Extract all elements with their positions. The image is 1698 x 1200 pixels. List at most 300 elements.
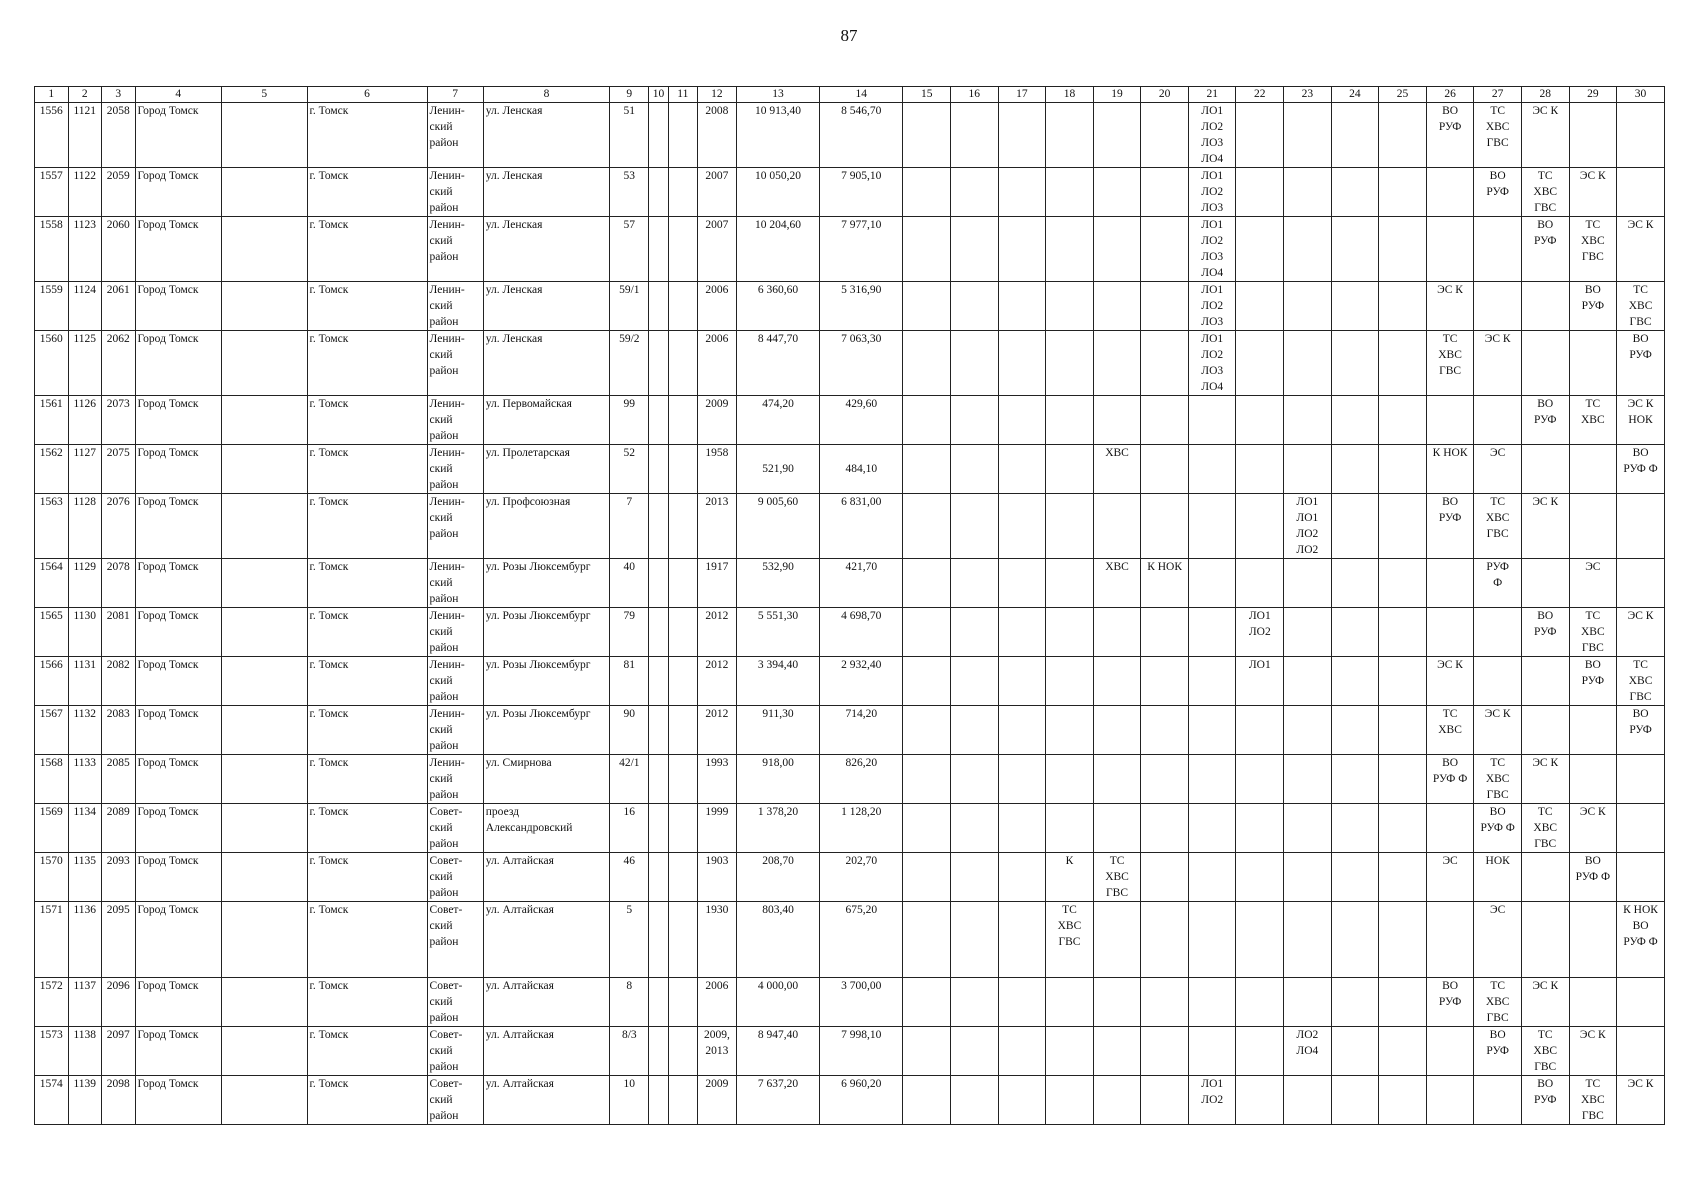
cell-col-22 [1236,853,1284,902]
cell-col-26 [1426,902,1474,978]
cell-col-27: ЭС [1474,902,1522,978]
cell-col-2: 1135 [68,853,102,902]
cell-col-10 [649,902,668,978]
cell-col-21: ЛО1 ЛО2 ЛО3 ЛО4 [1188,103,1236,168]
cell-col-10 [649,103,668,168]
table-row [35,103,1665,168]
cell-col-25 [1379,282,1427,331]
cell-col-11 [668,494,697,559]
cell-col-7: Ленин- ский район [427,657,483,706]
cell-col-14: 675,20 [820,902,903,978]
cell-col-29: ЭС [1569,559,1617,608]
cell-col-8: ул. Розы Люксембург [483,706,610,755]
cell-col-29: ВО РУФ Ф [1569,853,1617,902]
cell-col-15 [903,103,951,168]
cell-col-5 [222,853,307,902]
cell-col-26: ВО РУФ Ф [1426,755,1474,804]
cell-col-21: ЛО1 ЛО2 ЛО3 [1188,168,1236,217]
cell-col-23 [1284,103,1332,168]
cell-col-15 [903,168,951,217]
cell-col-27 [1474,217,1522,282]
page-number: 87 [840,26,858,45]
cell-col-18 [1046,103,1094,168]
cell-col-6: г. Томск [307,331,427,396]
cell-col-22 [1236,978,1284,1027]
cell-col-27: ЭС К [1474,706,1522,755]
cell-col-27 [1474,608,1522,657]
cell-col-25 [1379,559,1427,608]
cell-col-24 [1331,853,1379,902]
cell-col-25 [1379,494,1427,559]
cell-col-11 [668,282,697,331]
cell-col-3: 2081 [102,608,136,657]
cell-col-28 [1521,902,1569,978]
cell-col-27: ЭС К [1474,331,1522,396]
cell-col-28 [1521,331,1569,396]
cell-col-25 [1379,396,1427,445]
cell-col-15 [903,559,951,608]
cell-col-3: 2085 [102,755,136,804]
cell-col-3: 2073 [102,396,136,445]
cell-col-1: 1572 [35,978,69,1027]
cell-col-3: 2083 [102,706,136,755]
cell-col-1: 1558 [35,217,69,282]
cell-col-25 [1379,657,1427,706]
cell-col-1: 1571 [35,902,69,978]
cell-col-6: г. Томск [307,902,427,978]
cell-col-12: 2013 [697,494,736,559]
cell-col-6: г. Томск [307,755,427,804]
cell-col-25 [1379,217,1427,282]
cell-col-10 [649,168,668,217]
cell-col-7: Совет- ский район [427,978,483,1027]
cell-col-23: ЛО1 ЛО1 ЛО2 ЛО2 [1284,494,1332,559]
cell-col-2: 1122 [68,168,102,217]
cell-col-18 [1046,978,1094,1027]
cell-col-2: 1125 [68,331,102,396]
column-header-4: 4 [135,87,222,103]
column-header-18: 18 [1046,87,1094,103]
cell-col-22 [1236,1076,1284,1125]
cell-col-17 [998,331,1046,396]
cell-col-25 [1379,331,1427,396]
cell-col-17 [998,657,1046,706]
cell-col-20 [1141,217,1189,282]
table-row [35,559,1665,608]
cell-col-23 [1284,804,1332,853]
cell-col-29 [1569,494,1617,559]
cell-col-20 [1141,445,1189,494]
cell-col-25 [1379,168,1427,217]
cell-col-24 [1331,1076,1379,1125]
cell-col-18 [1046,804,1094,853]
cell-col-13: 8 947,40 [736,1027,819,1076]
cell-col-8: ул. Ленская [483,168,610,217]
cell-col-20 [1141,978,1189,1027]
cell-col-2: 1136 [68,902,102,978]
cell-col-4: Город Томск [135,103,222,168]
cell-col-6: г. Томск [307,103,427,168]
column-header-24: 24 [1331,87,1379,103]
cell-col-6: г. Томск [307,282,427,331]
cell-col-24 [1331,494,1379,559]
cell-col-19: ХВС [1093,559,1141,608]
cell-col-2: 1137 [68,978,102,1027]
cell-col-2: 1129 [68,559,102,608]
cell-col-3: 2098 [102,1076,136,1125]
cell-col-2: 1139 [68,1076,102,1125]
cell-col-13: 8 447,70 [736,331,819,396]
cell-col-1: 1560 [35,331,69,396]
cell-col-12: 1903 [697,853,736,902]
cell-col-20 [1141,657,1189,706]
cell-col-17 [998,902,1046,978]
column-header-9: 9 [610,87,649,103]
cell-col-1: 1569 [35,804,69,853]
cell-col-18 [1046,168,1094,217]
column-header-30: 30 [1617,87,1665,103]
cell-col-19 [1093,978,1141,1027]
cell-col-5 [222,1027,307,1076]
cell-col-14: 7 063,30 [820,331,903,396]
cell-col-4: Город Томск [135,445,222,494]
cell-col-12: 2012 [697,657,736,706]
cell-col-26 [1426,1076,1474,1125]
cell-col-21 [1188,608,1236,657]
cell-col-27: ТС ХВС ГВС [1474,494,1522,559]
cell-col-22 [1236,445,1284,494]
cell-col-28 [1521,445,1569,494]
cell-col-15 [903,706,951,755]
cell-col-14: 7 977,10 [820,217,903,282]
cell-col-18 [1046,445,1094,494]
cell-col-13: 3 394,40 [736,657,819,706]
cell-col-23 [1284,706,1332,755]
cell-col-13: 521,90 [736,445,819,494]
cell-col-13: 9 005,60 [736,494,819,559]
cell-col-20: К НОК [1141,559,1189,608]
cell-col-25 [1379,804,1427,853]
cell-col-1: 1566 [35,657,69,706]
cell-col-12: 2009, 2013 [697,1027,736,1076]
cell-col-23 [1284,559,1332,608]
cell-col-2: 1138 [68,1027,102,1076]
cell-col-16 [951,657,999,706]
cell-col-3: 2062 [102,331,136,396]
cell-col-7: Ленин- ский район [427,445,483,494]
column-header-19: 19 [1093,87,1141,103]
cell-col-29: ЭС К [1569,804,1617,853]
cell-col-17 [998,978,1046,1027]
cell-col-22 [1236,103,1284,168]
cell-col-9: 7 [610,494,649,559]
cell-col-23 [1284,755,1332,804]
cell-col-20 [1141,853,1189,902]
cell-col-13: 1 378,20 [736,804,819,853]
cell-col-28: ЭС К [1521,103,1569,168]
cell-col-8: ул. Розы Люксембург [483,559,610,608]
cell-col-21: ЛО1 ЛО2 ЛО3 ЛО4 [1188,331,1236,396]
cell-col-15 [903,445,951,494]
cell-col-30 [1617,804,1665,853]
cell-col-12: 2007 [697,217,736,282]
column-header-25: 25 [1379,87,1427,103]
cell-col-7: Ленин- ский район [427,331,483,396]
cell-col-11 [668,608,697,657]
cell-col-4: Город Томск [135,282,222,331]
table-row [35,331,1665,396]
cell-col-18: ТС ХВС ГВС [1046,902,1094,978]
cell-col-28: ЭС К [1521,978,1569,1027]
cell-col-8: ул. Ленская [483,331,610,396]
cell-col-3: 2096 [102,978,136,1027]
cell-col-8: ул. Первомайская [483,396,610,445]
cell-col-20 [1141,282,1189,331]
cell-col-30 [1617,755,1665,804]
cell-col-22 [1236,168,1284,217]
cell-col-15 [903,1076,951,1125]
cell-col-30 [1617,494,1665,559]
cell-col-30: ЭС К [1617,217,1665,282]
table-row [35,804,1665,853]
cell-col-12: 2009 [697,1076,736,1125]
cell-col-18 [1046,706,1094,755]
cell-col-15 [903,657,951,706]
cell-col-9: 42/1 [610,755,649,804]
cell-col-26: ЭС К [1426,657,1474,706]
cell-col-11 [668,559,697,608]
cell-col-30 [1617,168,1665,217]
cell-col-16 [951,559,999,608]
cell-col-22: ЛО1 ЛО2 [1236,608,1284,657]
cell-col-6: г. Томск [307,559,427,608]
cell-col-27: ВО РУФ [1474,168,1522,217]
cell-col-26: ЭС К [1426,282,1474,331]
cell-col-6: г. Томск [307,608,427,657]
cell-col-27: ЭС [1474,445,1522,494]
cell-col-19 [1093,706,1141,755]
cell-col-5 [222,445,307,494]
cell-col-23 [1284,396,1332,445]
table-header-row [35,87,1665,103]
cell-col-20 [1141,168,1189,217]
column-header-14: 14 [820,87,903,103]
cell-col-28 [1521,706,1569,755]
cell-col-17 [998,559,1046,608]
cell-col-8: ул. Смирнова [483,755,610,804]
cell-col-6: г. Томск [307,168,427,217]
cell-col-23 [1284,853,1332,902]
cell-col-4: Город Томск [135,1027,222,1076]
cell-col-7: Ленин- ский район [427,494,483,559]
cell-col-15 [903,978,951,1027]
cell-col-26 [1426,396,1474,445]
cell-col-23 [1284,217,1332,282]
cell-col-13: 911,30 [736,706,819,755]
cell-col-6: г. Томск [307,853,427,902]
cell-col-5 [222,804,307,853]
cell-col-26: ВО РУФ [1426,103,1474,168]
column-header-16: 16 [951,87,999,103]
column-header-21: 21 [1188,87,1236,103]
cell-col-16 [951,103,999,168]
cell-col-4: Город Томск [135,1076,222,1125]
cell-col-2: 1128 [68,494,102,559]
cell-col-10 [649,706,668,755]
cell-col-30: ЭС К НОК [1617,396,1665,445]
cell-col-8: ул. Ленская [483,103,610,168]
cell-col-5 [222,755,307,804]
cell-col-9: 90 [610,706,649,755]
cell-col-25 [1379,1027,1427,1076]
cell-col-7: Ленин- ский район [427,706,483,755]
cell-col-5 [222,978,307,1027]
cell-col-13: 532,90 [736,559,819,608]
cell-col-6: г. Томск [307,1076,427,1125]
cell-col-14: 429,60 [820,396,903,445]
cell-col-19 [1093,282,1141,331]
cell-col-22 [1236,217,1284,282]
cell-col-22 [1236,804,1284,853]
cell-col-14: 8 546,70 [820,103,903,168]
cell-col-14: 3 700,00 [820,978,903,1027]
cell-col-16 [951,217,999,282]
cell-col-25 [1379,706,1427,755]
cell-col-14: 5 316,90 [820,282,903,331]
cell-col-4: Город Томск [135,168,222,217]
cell-col-11 [668,755,697,804]
column-header-5: 5 [222,87,307,103]
cell-col-19 [1093,804,1141,853]
cell-col-1: 1567 [35,706,69,755]
cell-col-15 [903,282,951,331]
cell-col-25 [1379,445,1427,494]
cell-col-29: ТС ХВС ГВС [1569,1076,1617,1125]
cell-col-27 [1474,396,1522,445]
cell-col-28: ВО РУФ [1521,1076,1569,1125]
cell-col-29: ТС ХВС [1569,396,1617,445]
cell-col-24 [1331,168,1379,217]
cell-col-29 [1569,902,1617,978]
cell-col-24 [1331,608,1379,657]
cell-col-10 [649,445,668,494]
table-row [35,1027,1665,1076]
cell-col-16 [951,331,999,396]
cell-col-15 [903,804,951,853]
cell-col-17 [998,103,1046,168]
cell-col-7: Ленин- ский район [427,168,483,217]
cell-col-25 [1379,103,1427,168]
column-header-17: 17 [998,87,1046,103]
cell-col-17 [998,217,1046,282]
cell-col-3: 2095 [102,902,136,978]
cell-col-3: 2082 [102,657,136,706]
cell-col-20 [1141,1027,1189,1076]
table-row [35,853,1665,902]
cell-col-6: г. Томск [307,396,427,445]
cell-col-8: ул. Пролетарская [483,445,610,494]
cell-col-5 [222,902,307,978]
cell-col-17 [998,755,1046,804]
cell-col-14: 7 905,10 [820,168,903,217]
cell-col-20 [1141,804,1189,853]
column-header-28: 28 [1521,87,1569,103]
cell-col-7: Ленин- ский район [427,396,483,445]
column-header-27: 27 [1474,87,1522,103]
cell-col-9: 51 [610,103,649,168]
cell-col-15 [903,902,951,978]
cell-col-16 [951,1076,999,1125]
cell-col-7: Ленин- ский район [427,103,483,168]
cell-col-4: Город Томск [135,853,222,902]
cell-col-26: ТС ХВС [1426,706,1474,755]
cell-col-21: ЛО1 ЛО2 ЛО3 [1188,282,1236,331]
cell-col-6: г. Томск [307,494,427,559]
column-header-2: 2 [68,87,102,103]
cell-col-17 [998,1076,1046,1125]
cell-col-24 [1331,755,1379,804]
cell-col-2: 1132 [68,706,102,755]
cell-col-27: ТС ХВС ГВС [1474,103,1522,168]
cell-col-4: Город Томск [135,978,222,1027]
cell-col-25 [1379,1076,1427,1125]
cell-col-27: НОК [1474,853,1522,902]
cell-col-27 [1474,282,1522,331]
cell-col-22 [1236,282,1284,331]
cell-col-9: 57 [610,217,649,282]
cell-col-2: 1133 [68,755,102,804]
cell-col-21 [1188,559,1236,608]
cell-col-26 [1426,559,1474,608]
cell-col-13: 10 204,60 [736,217,819,282]
cell-col-7: Ленин- ский район [427,282,483,331]
cell-col-4: Город Томск [135,559,222,608]
cell-col-12: 1958 [697,445,736,494]
cell-col-12: 2012 [697,706,736,755]
cell-col-10 [649,494,668,559]
cell-col-12: 1993 [697,755,736,804]
cell-col-22 [1236,331,1284,396]
column-header-1: 1 [35,87,69,103]
cell-col-24 [1331,657,1379,706]
cell-col-21 [1188,1027,1236,1076]
table-row [35,1076,1665,1125]
cell-col-11 [668,331,697,396]
cell-col-19 [1093,494,1141,559]
cell-col-11 [668,657,697,706]
cell-col-30 [1617,978,1665,1027]
cell-col-1: 1573 [35,1027,69,1076]
cell-col-8: ул. Розы Люксембург [483,657,610,706]
cell-col-11 [668,902,697,978]
cell-col-27 [1474,1076,1522,1125]
cell-col-18 [1046,494,1094,559]
cell-col-19 [1093,396,1141,445]
cell-col-23 [1284,282,1332,331]
cell-col-10 [649,396,668,445]
cell-col-16 [951,396,999,445]
cell-col-15 [903,755,951,804]
cell-col-5 [222,396,307,445]
cell-col-11 [668,217,697,282]
cell-col-9: 5 [610,902,649,978]
cell-col-9: 99 [610,396,649,445]
cell-col-3: 2058 [102,103,136,168]
cell-col-29 [1569,706,1617,755]
cell-col-14: 714,20 [820,706,903,755]
cell-col-19 [1093,1027,1141,1076]
cell-col-11 [668,1027,697,1076]
